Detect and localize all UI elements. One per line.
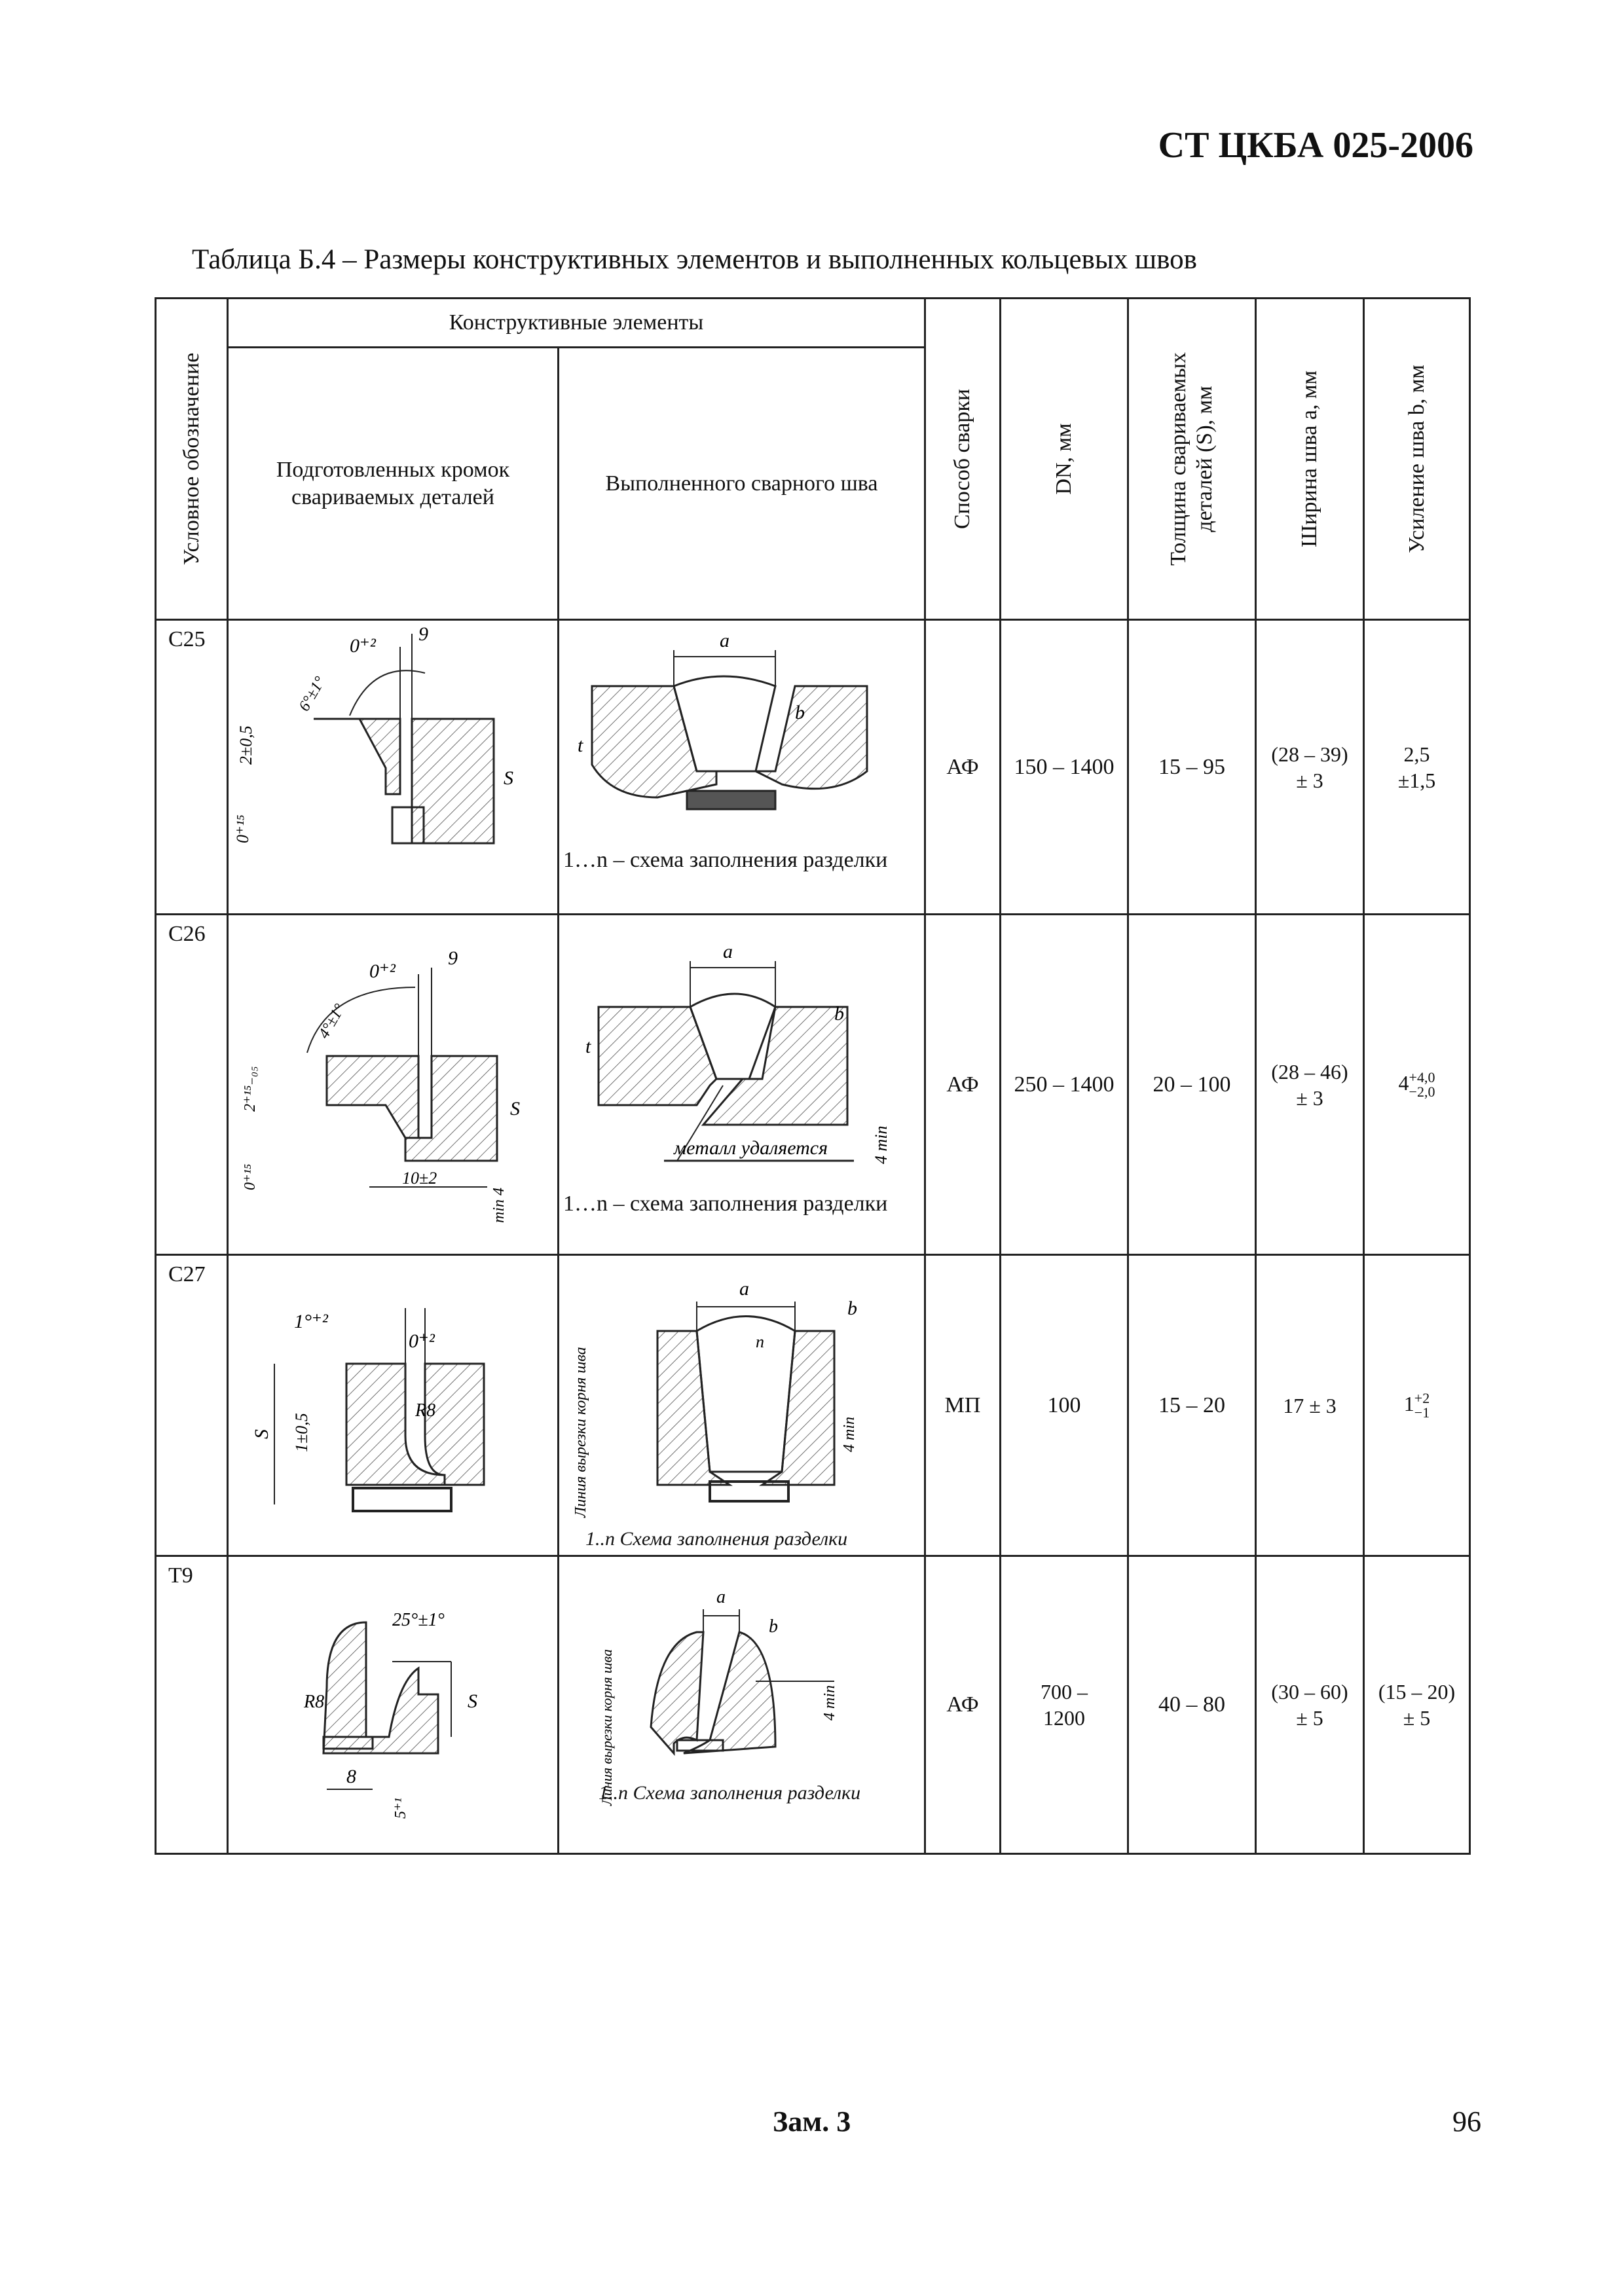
table-row bbox=[156, 1556, 1470, 1854]
prepared-edges-drawing bbox=[228, 1556, 559, 1854]
svg-text:25°±1°: 25°±1° bbox=[392, 1610, 445, 1630]
svg-text:10±2: 10±2 bbox=[402, 1169, 437, 1188]
completed-weld-drawing bbox=[559, 915, 925, 1255]
svg-text:Линия вырезки корня шва: Линия вырезки корня шва bbox=[599, 1649, 615, 1806]
header-prepared-edges: Подготовленных кромок свариваемых деталей bbox=[228, 348, 559, 620]
dimensions-table bbox=[155, 297, 1471, 1855]
document-code: СТ ЦКБА 025-2006 bbox=[1158, 125, 1473, 166]
cell-dn: 150 – 1400 bbox=[1001, 620, 1128, 915]
fill-scheme-note: 1..n Схема заполнения разделки bbox=[599, 1782, 861, 1804]
cell-thickness: 20 – 100 bbox=[1128, 915, 1256, 1255]
table-row bbox=[156, 1255, 1470, 1556]
completed-weld-drawing bbox=[559, 620, 925, 915]
cell-method: АФ bbox=[925, 620, 1001, 915]
svg-text:0⁺²: 0⁺² bbox=[409, 1330, 435, 1352]
fill-scheme-note: 1…n – схема заполнения разделки bbox=[563, 1192, 888, 1216]
svg-text:S: S bbox=[510, 1098, 520, 1120]
row-designation: Т9 bbox=[156, 1556, 228, 1854]
svg-text:n: n bbox=[756, 1332, 764, 1351]
cell-thickness: 15 – 20 bbox=[1128, 1255, 1256, 1556]
svg-text:0⁺¹⁵: 0⁺¹⁵ bbox=[233, 814, 252, 843]
svg-text:a: a bbox=[739, 1278, 749, 1300]
header-width: Ширина шва a, мм bbox=[1256, 299, 1364, 620]
fill-scheme-note: 1..n Схема заполнения разделки bbox=[585, 1528, 848, 1550]
svg-text:R8: R8 bbox=[415, 1400, 436, 1421]
svg-text:t: t bbox=[578, 735, 583, 756]
cell-reinforcement: (15 – 20) ± 5 bbox=[1364, 1556, 1470, 1854]
header-thickness: Толщина свариваемых деталей (S), мм bbox=[1128, 299, 1256, 620]
svg-text:a: a bbox=[720, 630, 729, 651]
header-reinforcement: Усиление шва b, мм bbox=[1364, 299, 1470, 620]
svg-text:0⁺¹⁵: 0⁺¹⁵ bbox=[242, 1163, 259, 1190]
svg-text:4 min: 4 min bbox=[841, 1417, 858, 1452]
page-number: 96 bbox=[1452, 2105, 1481, 2138]
row-designation: С25 bbox=[156, 620, 228, 915]
table-caption: Таблица Б.4 – Размеры конструктивных элементов и выполненных кольцевых швов bbox=[192, 244, 1197, 275]
svg-text:R8: R8 bbox=[304, 1692, 325, 1712]
prepared-edges-drawing bbox=[228, 1255, 559, 1556]
cell-reinforcement: 4 +4,0 −2,0 bbox=[1364, 915, 1470, 1255]
cell-thickness: 40 – 80 bbox=[1128, 1556, 1256, 1854]
svg-text:9: 9 bbox=[418, 623, 428, 645]
svg-text:2⁺¹⁵₋₀₅: 2⁺¹⁵₋₀₅ bbox=[242, 1066, 259, 1112]
svg-text:1±0,5: 1±0,5 bbox=[292, 1413, 311, 1452]
svg-text:b: b bbox=[769, 1616, 778, 1637]
fill-scheme-note: 1…n – схема заполнения разделки bbox=[563, 848, 888, 872]
svg-text:Линия вырезки корня шва: Линия вырезки корня шва bbox=[572, 1347, 589, 1518]
svg-text:b: b bbox=[847, 1298, 857, 1319]
svg-text:S: S bbox=[251, 1429, 272, 1439]
cell-width: (28 – 46) ± 3 bbox=[1256, 915, 1364, 1255]
cell-dn: 700 – 1200 bbox=[1001, 1556, 1128, 1854]
header-dn: DN, мм bbox=[1001, 299, 1128, 620]
completed-weld-drawing bbox=[559, 1556, 925, 1854]
svg-text:S: S bbox=[468, 1690, 477, 1712]
svg-text:4°±1°: 4°±1° bbox=[315, 1001, 349, 1042]
svg-text:0⁺²: 0⁺² bbox=[369, 960, 396, 982]
prepared-edges-drawing bbox=[228, 915, 559, 1255]
cell-thickness: 15 – 95 bbox=[1128, 620, 1256, 915]
svg-text:t: t bbox=[585, 1036, 591, 1057]
table-row bbox=[156, 620, 1470, 915]
row-designation: С26 bbox=[156, 915, 228, 1255]
svg-text:b: b bbox=[795, 702, 805, 723]
svg-text:2±0,5: 2±0,5 bbox=[236, 725, 255, 765]
svg-text:min 4: min 4 bbox=[490, 1188, 507, 1223]
prepared-edges-drawing bbox=[228, 620, 559, 915]
svg-text:a: a bbox=[723, 941, 733, 962]
svg-text:металл удаляется: металл удаляется bbox=[674, 1137, 828, 1159]
table-row bbox=[156, 915, 1470, 1255]
cell-dn: 100 bbox=[1001, 1255, 1128, 1556]
header-welding-method: Способ сварки bbox=[925, 299, 1001, 620]
row-designation: С27 bbox=[156, 1255, 228, 1556]
svg-text:6°±1°: 6°±1° bbox=[295, 674, 329, 714]
cell-width: 17 ± 3 bbox=[1256, 1255, 1364, 1556]
header-completed-weld: Выполненного сварного шва bbox=[559, 348, 925, 620]
svg-text:1°⁺²: 1°⁺² bbox=[294, 1311, 328, 1332]
svg-text:8: 8 bbox=[346, 1766, 356, 1787]
header-constructive-elements: Конструктивные элементы bbox=[228, 299, 925, 348]
svg-text:b: b bbox=[834, 1003, 844, 1025]
svg-text:4 min: 4 min bbox=[821, 1685, 838, 1721]
cell-method: АФ bbox=[925, 915, 1001, 1255]
svg-text:S: S bbox=[504, 767, 513, 789]
svg-text:4 min: 4 min bbox=[872, 1125, 891, 1164]
cell-reinforcement: 1 +2 −1 bbox=[1364, 1255, 1470, 1556]
cell-reinforcement: 2,5 ±1,5 bbox=[1364, 620, 1470, 915]
cell-dn: 250 – 1400 bbox=[1001, 915, 1128, 1255]
svg-text:a: a bbox=[716, 1587, 726, 1607]
cell-width: (30 – 60) ± 5 bbox=[1256, 1556, 1364, 1854]
header-designation: Условное обозначение bbox=[156, 299, 228, 620]
cell-method: АФ bbox=[925, 1556, 1001, 1854]
cell-method: МП bbox=[925, 1255, 1001, 1556]
svg-text:9: 9 bbox=[448, 947, 458, 969]
completed-weld-drawing bbox=[559, 1255, 925, 1556]
amendment-label: Зам. 3 bbox=[773, 2105, 851, 2138]
cell-width: (28 – 39) ± 3 bbox=[1256, 620, 1364, 915]
svg-text:5⁺¹: 5⁺¹ bbox=[392, 1798, 409, 1819]
svg-text:0⁺²: 0⁺² bbox=[350, 635, 376, 657]
